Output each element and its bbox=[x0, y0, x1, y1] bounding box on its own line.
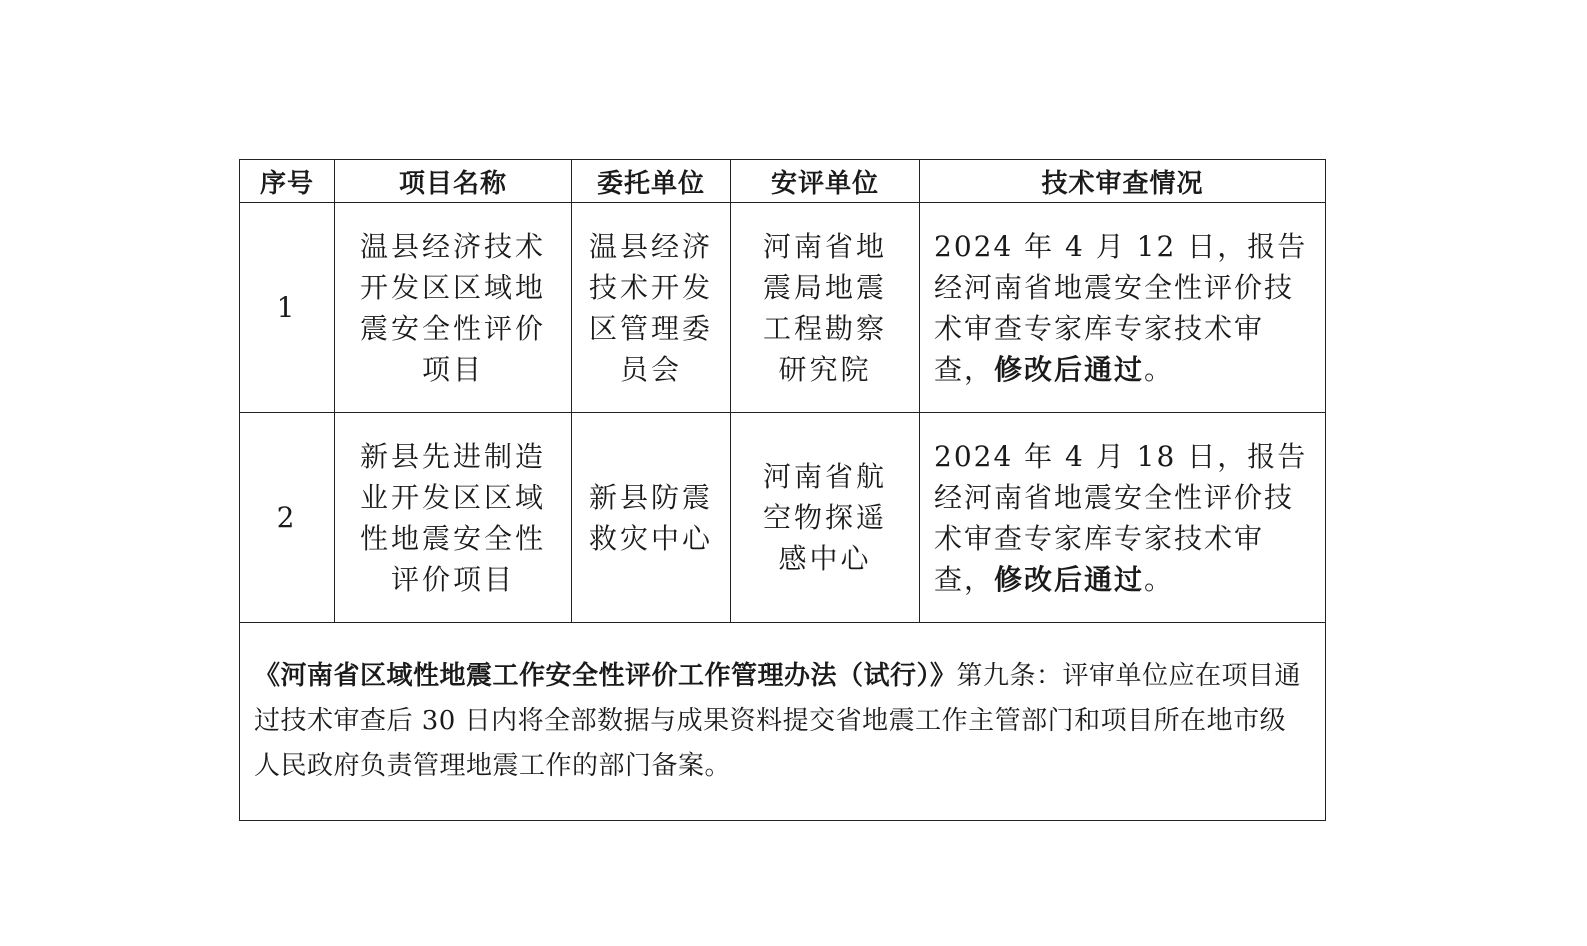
regulation-title: 《河南省区域性地震工作安全性评价工作管理办法（试行）》 bbox=[254, 661, 957, 691]
project-name-text: 新县先进制造业开发区区域性地震安全性评价项目 bbox=[359, 439, 546, 596]
table-row bbox=[240, 203, 1326, 413]
project-name-text: 温县经济技术开发区区域地震安全性评价项目 bbox=[359, 229, 546, 386]
header-seq: 序号 bbox=[240, 160, 335, 203]
review-text bbox=[934, 436, 1315, 600]
review-result: 修改后通过 bbox=[994, 562, 1145, 596]
client-unit-text: 新县防震救灾中心 bbox=[588, 480, 713, 555]
cell-client-unit bbox=[572, 203, 731, 413]
note-row bbox=[240, 623, 1326, 821]
cell-project-name bbox=[335, 203, 572, 413]
cell-client-unit bbox=[572, 413, 731, 623]
cell-technical-review bbox=[920, 203, 1326, 413]
header-technical-review: 技术审查情况 bbox=[920, 160, 1326, 203]
cell-evaluation-unit bbox=[731, 203, 920, 413]
cell-seq: 1 bbox=[240, 203, 335, 413]
header-client-unit: 委托单位 bbox=[572, 160, 731, 203]
evaluation-unit-text: 河南省航空物探遥感中心 bbox=[762, 460, 887, 575]
header-project-name: 项目名称 bbox=[335, 160, 572, 203]
client-unit-text: 温县经济技术开发区管理委员会 bbox=[588, 229, 713, 386]
review-text bbox=[934, 226, 1315, 390]
evaluation-unit-text: 河南省地震局地震工程勘察研究院 bbox=[762, 229, 887, 386]
review-prefix: 2024 年 4 月 12 日，报告经河南省地震安全性评价技术审查专家库专家技术审查， bbox=[934, 229, 1308, 386]
header-row bbox=[240, 160, 1326, 203]
review-result: 修改后通过 bbox=[994, 352, 1145, 386]
cell-technical-review bbox=[920, 413, 1326, 623]
cell-seq: 2 bbox=[240, 413, 335, 623]
review-suffix: 。 bbox=[1144, 352, 1175, 386]
cell-evaluation-unit bbox=[731, 413, 920, 623]
header-evaluation-unit: 安评单位 bbox=[731, 160, 920, 203]
review-suffix: 。 bbox=[1144, 562, 1175, 596]
regulation-note bbox=[240, 623, 1326, 821]
review-prefix: 2024 年 4 月 18 日，报告经河南省地震安全性评价技术审查专家库专家技术审查， bbox=[934, 439, 1308, 596]
cell-project-name bbox=[335, 413, 572, 623]
regulation-text: 第九条：评审单位应在项目通过技术审查后 30 日内将全部数据与成果资料提交省地震工作主管部门和项目所在地市级人民政府负责管理地震工作的部门备案。 bbox=[254, 661, 1302, 781]
review-table bbox=[239, 159, 1326, 821]
table-row bbox=[240, 413, 1326, 623]
